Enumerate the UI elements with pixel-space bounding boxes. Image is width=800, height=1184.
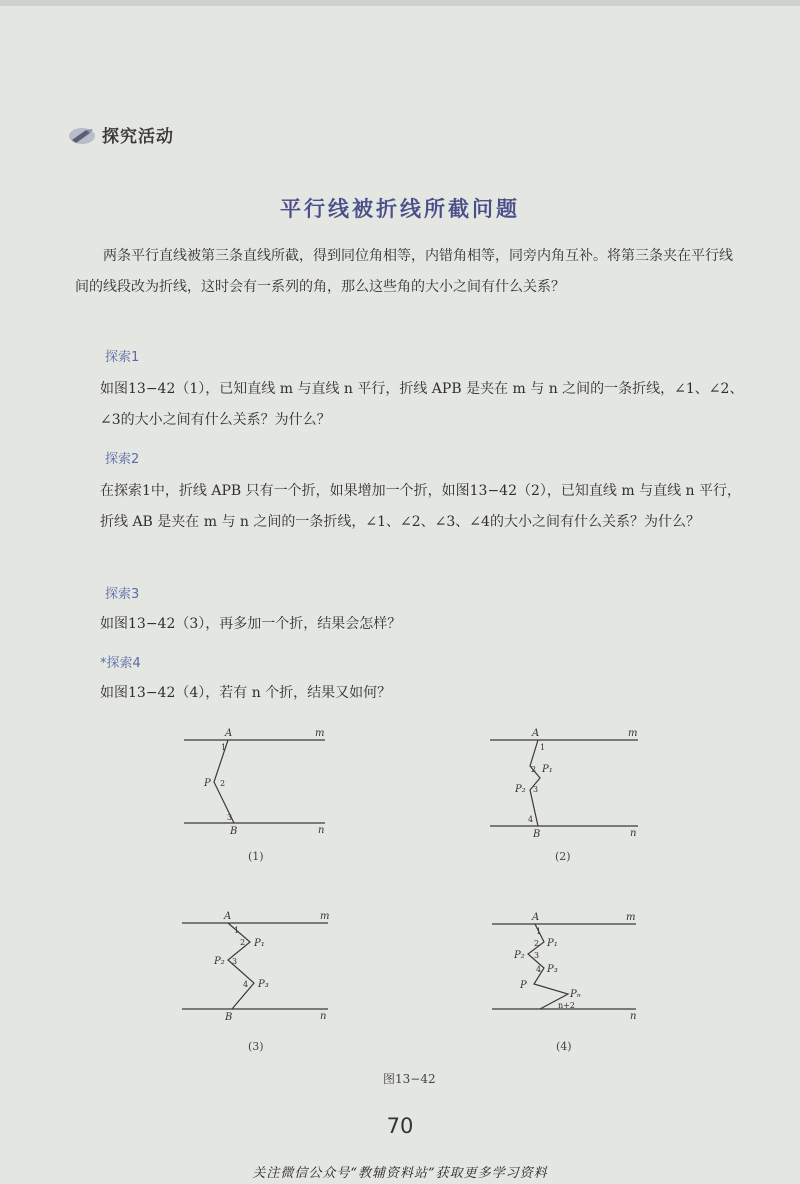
- fig3-label-B: B: [225, 1012, 233, 1023]
- fig3-label-A: A: [224, 911, 232, 922]
- fig2-angle-2: 2: [531, 765, 537, 774]
- fig1-label-m: m: [315, 728, 325, 739]
- fig2-label-P2: P₂: [515, 784, 526, 795]
- fig3-label-P3: P₃: [258, 979, 269, 990]
- fig4-label-A: A: [532, 912, 540, 923]
- pencil-icon: [68, 124, 96, 146]
- fig1-label-A: A: [225, 728, 233, 739]
- fig4-label-P2: P₂: [514, 950, 525, 961]
- exploration-2-label: 探索2: [105, 452, 140, 467]
- fig4-label-Pn: Pₙ: [570, 989, 581, 1000]
- fig3-angle-2: 2: [240, 938, 246, 947]
- fig4-angle-3: 3: [534, 951, 540, 960]
- footer-note: 关注微信公众号“教辅资料站”获取更多学习资料: [252, 1166, 548, 1181]
- fig2-angle-3: 3: [533, 785, 539, 794]
- section-title: 平行线被折线所截问题: [280, 197, 520, 221]
- fig2-caption: (2): [555, 850, 571, 863]
- fig4-label-P3: P₃: [547, 964, 558, 975]
- figure-group: [170, 720, 650, 1070]
- fig1-angle-2: 2: [220, 779, 226, 788]
- fig4-angle-n2: n+2: [558, 1001, 575, 1010]
- fig4-angle-2: 2: [534, 939, 540, 948]
- intro-paragraph: 两条平行直线被第三条直线所截，得到同位角相等，内错角相等，同旁内角互补。将第三条夹在平行线间的线段改为折线，这时会有一系列的角，那么这些角的大小之间有什么关系？: [75, 248, 733, 295]
- fig2-polyline: [530, 740, 540, 826]
- fig1-caption: (1): [248, 850, 264, 863]
- fig4-label-m: m: [626, 912, 636, 923]
- figures-svg: [170, 720, 650, 1070]
- fig1-label-n: n: [318, 825, 325, 836]
- fig2-label-P1: P₁: [542, 764, 553, 775]
- page-top-edge: [0, 0, 800, 6]
- fig3-angle-3: 3: [232, 957, 238, 966]
- fig4-angle-1: 1: [536, 927, 542, 936]
- fig2-label-n: n: [630, 828, 637, 839]
- fig4-label-P1: P₁: [547, 938, 558, 949]
- exploration-4-text: 如图13−42（4），若有 n 个折，结果又如何？: [100, 685, 392, 701]
- fig2-angle-1: 1: [540, 743, 546, 752]
- fig4-angle-4: 4: [536, 965, 542, 974]
- fig1-angle-1: 1: [221, 743, 227, 752]
- figure-caption: 图13−42: [383, 1072, 436, 1086]
- fig2-angle-4: 4: [528, 815, 534, 824]
- page-number: 70: [386, 1114, 414, 1138]
- exploration-1-label: 探索1: [105, 350, 140, 365]
- fig3-polyline: [228, 923, 254, 1009]
- fig4-label-n: n: [630, 1011, 637, 1022]
- fig1-angle-3: 3: [227, 813, 233, 822]
- exploration-3-text: 如图13−42（3），再多加一个折，结果会怎样？: [100, 616, 402, 632]
- fig2-label-m: m: [628, 728, 638, 739]
- fig4-caption: (4): [556, 1040, 572, 1053]
- exploration-4-label: *探索4: [100, 656, 141, 671]
- activity-banner: [68, 122, 174, 147]
- fig2-label-B: B: [533, 829, 541, 840]
- exploration-1-text: 如图13−42（1），已知直线 m 与直线 n 平行，折线 APB 是夹在 m 与 n 之间的一条折线，∠1、∠2、∠3的大小之间有什么关系？为什么？: [100, 381, 744, 428]
- banner-label: 探究活动: [102, 127, 174, 147]
- fig2-label-A: A: [532, 728, 540, 739]
- exploration-3-label: 探索3: [105, 587, 140, 602]
- faded-header: [40, 48, 220, 62]
- fig1-label-P: P: [204, 778, 211, 789]
- fig4-label-P-generic: P: [520, 980, 527, 991]
- fig3-label-n: n: [320, 1011, 327, 1022]
- fig3-label-P2: P₂: [214, 956, 225, 967]
- fig3-label-P1: P₁: [254, 938, 265, 949]
- fig3-label-m: m: [320, 911, 330, 922]
- fig3-caption: (3): [248, 1040, 264, 1053]
- exploration-2-text: 在探索1中，折线 APB 只有一个折，如果增加一个折，如图13−42（2），已知直线 m 与直线 n 平行，折线 AB 是夹在 m 与 n 之间的一条折线，∠1、∠2、∠3、∠4的大小之间有什么关系？为什么？: [100, 483, 741, 530]
- fig3-angle-4: 4: [243, 980, 249, 989]
- fig1-label-B: B: [230, 826, 238, 837]
- fig3-angle-1: 1: [234, 926, 240, 935]
